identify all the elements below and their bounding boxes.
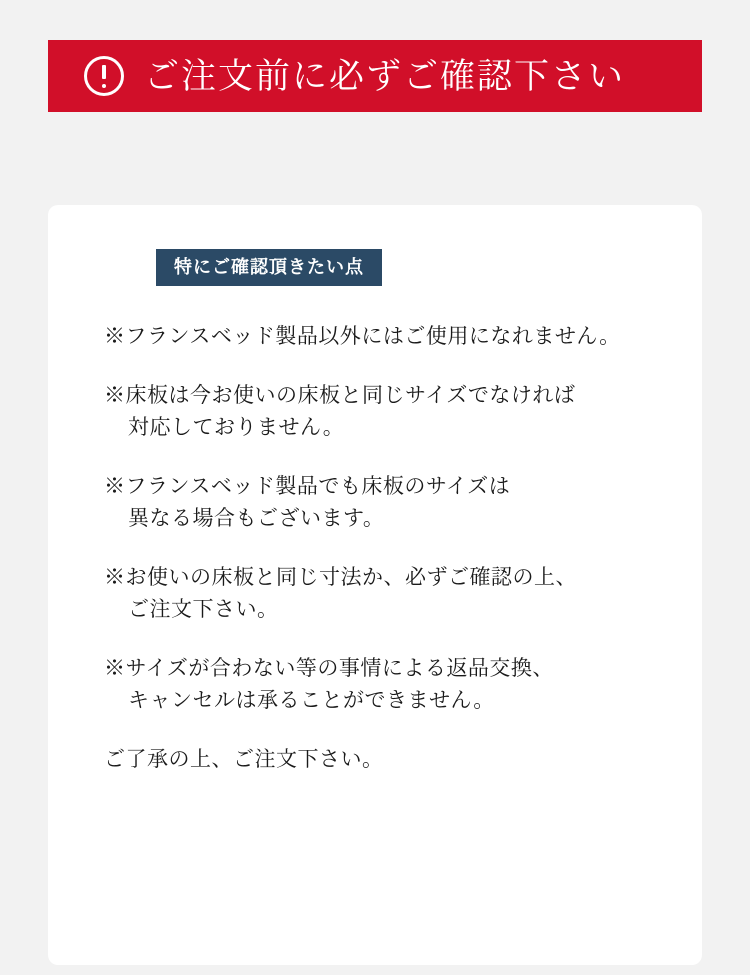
note-line-2: ご注文下さい。: [128, 597, 279, 622]
note-line-1: ※床板は今お使いの床板と同じサイズでなければ: [104, 382, 576, 407]
note-line-1: ご了承の上、ご注文下さい。: [104, 746, 384, 771]
notice-card: [48, 205, 702, 965]
note-item-closing: [104, 743, 646, 776]
note-line-1: ※サイズが合わない等の事情による返品交換、: [104, 655, 554, 680]
note-line-1: ※お使いの床板と同じ寸法か、必ずご確認の上、: [104, 564, 577, 589]
note-line-2: 対応しておりません。: [128, 415, 345, 440]
section-tag: 特にご確認頂きたい点: [156, 249, 382, 286]
note-line-1: ※フランスベッド製品以外にはご使用になれません。: [104, 324, 621, 348]
warning-banner: [48, 40, 702, 112]
note-item: [104, 652, 646, 717]
note-item: [104, 320, 646, 353]
banner-title: ご注文前に必ずご確認下さい: [144, 56, 626, 96]
notes-list: [104, 320, 646, 775]
note-line-2: 異なる場合もございます。: [128, 506, 385, 531]
note-item: [104, 470, 646, 535]
note-line-2: キャンセルは承ることができません。: [128, 688, 495, 713]
exclamation-circle-icon: [84, 56, 124, 96]
note-item: [104, 379, 646, 444]
note-line-1: ※フランスベッド製品でも床板のサイズは: [104, 473, 511, 498]
note-item: [104, 561, 646, 626]
